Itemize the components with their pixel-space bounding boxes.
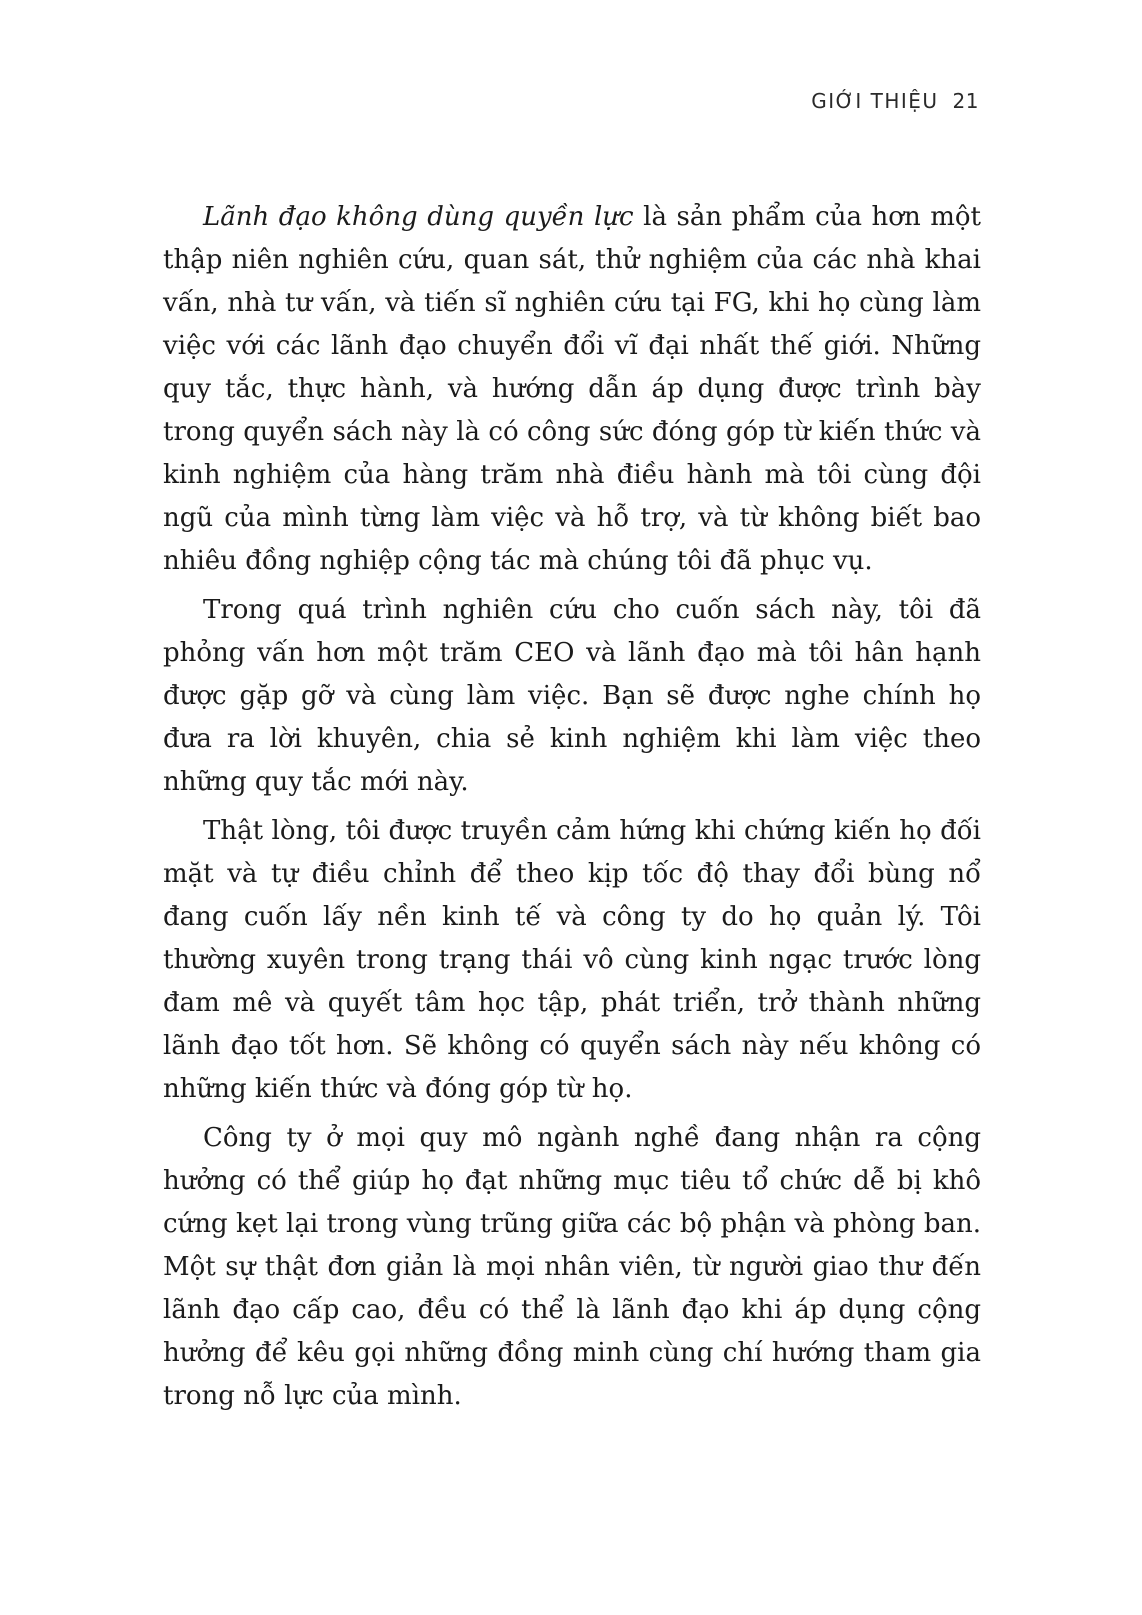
body-text [163, 196, 981, 1424]
section-title: GIỚI THIỆU [811, 89, 939, 113]
paragraph-4: Công ty ở mọi quy mô ngành nghề đang nhận ra cộng hưởng có thể giúp họ đạt những mục tiêu tổ chức dễ bị khô cứng kẹt lại trong vùng trũng giữa các bộ phận và phòng ban. Một sự thật đơn giản là mọi nhân viên, từ người giao thư đến lãnh đạo cấp cao, đều có thể là lãnh đạo khi áp dụng cộng hưởng để kêu gọi những đồng minh cùng chí hướng tham gia trong nỗ lực của mình. [163, 1123, 981, 1411]
paragraph-2: Trong quá trình nghiên cứu cho cuốn sách này, tôi đã phỏng vấn hơn một trăm CEO và lãnh đạo mà tôi hân hạnh được gặp gỡ và cùng làm việc. Bạn sẽ được nghe chính họ đưa ra lời khuyên, chia sẻ kinh nghiệm khi làm việc theo những quy tắc mới này. [163, 595, 981, 797]
book-title-italic: Lãnh đạo không dùng quyền lực [203, 202, 634, 232]
paragraph-1 [163, 196, 981, 583]
running-header [811, 89, 979, 113]
paragraph-1-text: là sản phẩm của hơn một thập niên nghiên cứu, quan sát, thử nghiệm của các nhà khai vấn, nhà tư vấn, và tiến sĩ nghiên cứu tại FG, khi họ cùng làm việc với các lãnh đạo chuyển đổi vĩ đại nhất thế giới. Những quy tắc, thực hành, và hướng dẫn áp dụng được trình bày trong quyển sách này là có công sức đóng góp từ kiến thức và kinh nghiệm của hàng trăm nhà điều hành mà tôi cùng đội ngũ của mình từng làm việc và hỗ trợ, và từ không biết bao nhiêu đồng nghiệp cộng tác mà chúng tôi đã phục vụ. [163, 202, 981, 576]
page-number: 21 [952, 89, 979, 113]
paragraph-3: Thật lòng, tôi được truyền cảm hứng khi chứng kiến họ đối mặt và tự điều chỉnh để theo kịp tốc độ thay đổi bùng nổ đang cuốn lấy nền kinh tế và công ty do họ quản lý. Tôi thường xuyên trong trạng thái vô cùng kinh ngạc trước lòng đam mê và quyết tâm học tập, phát triển, trở thành những lãnh đạo tốt hơn. Sẽ không có quyển sách này nếu không có những kiến thức và đóng góp từ họ. [163, 816, 981, 1104]
